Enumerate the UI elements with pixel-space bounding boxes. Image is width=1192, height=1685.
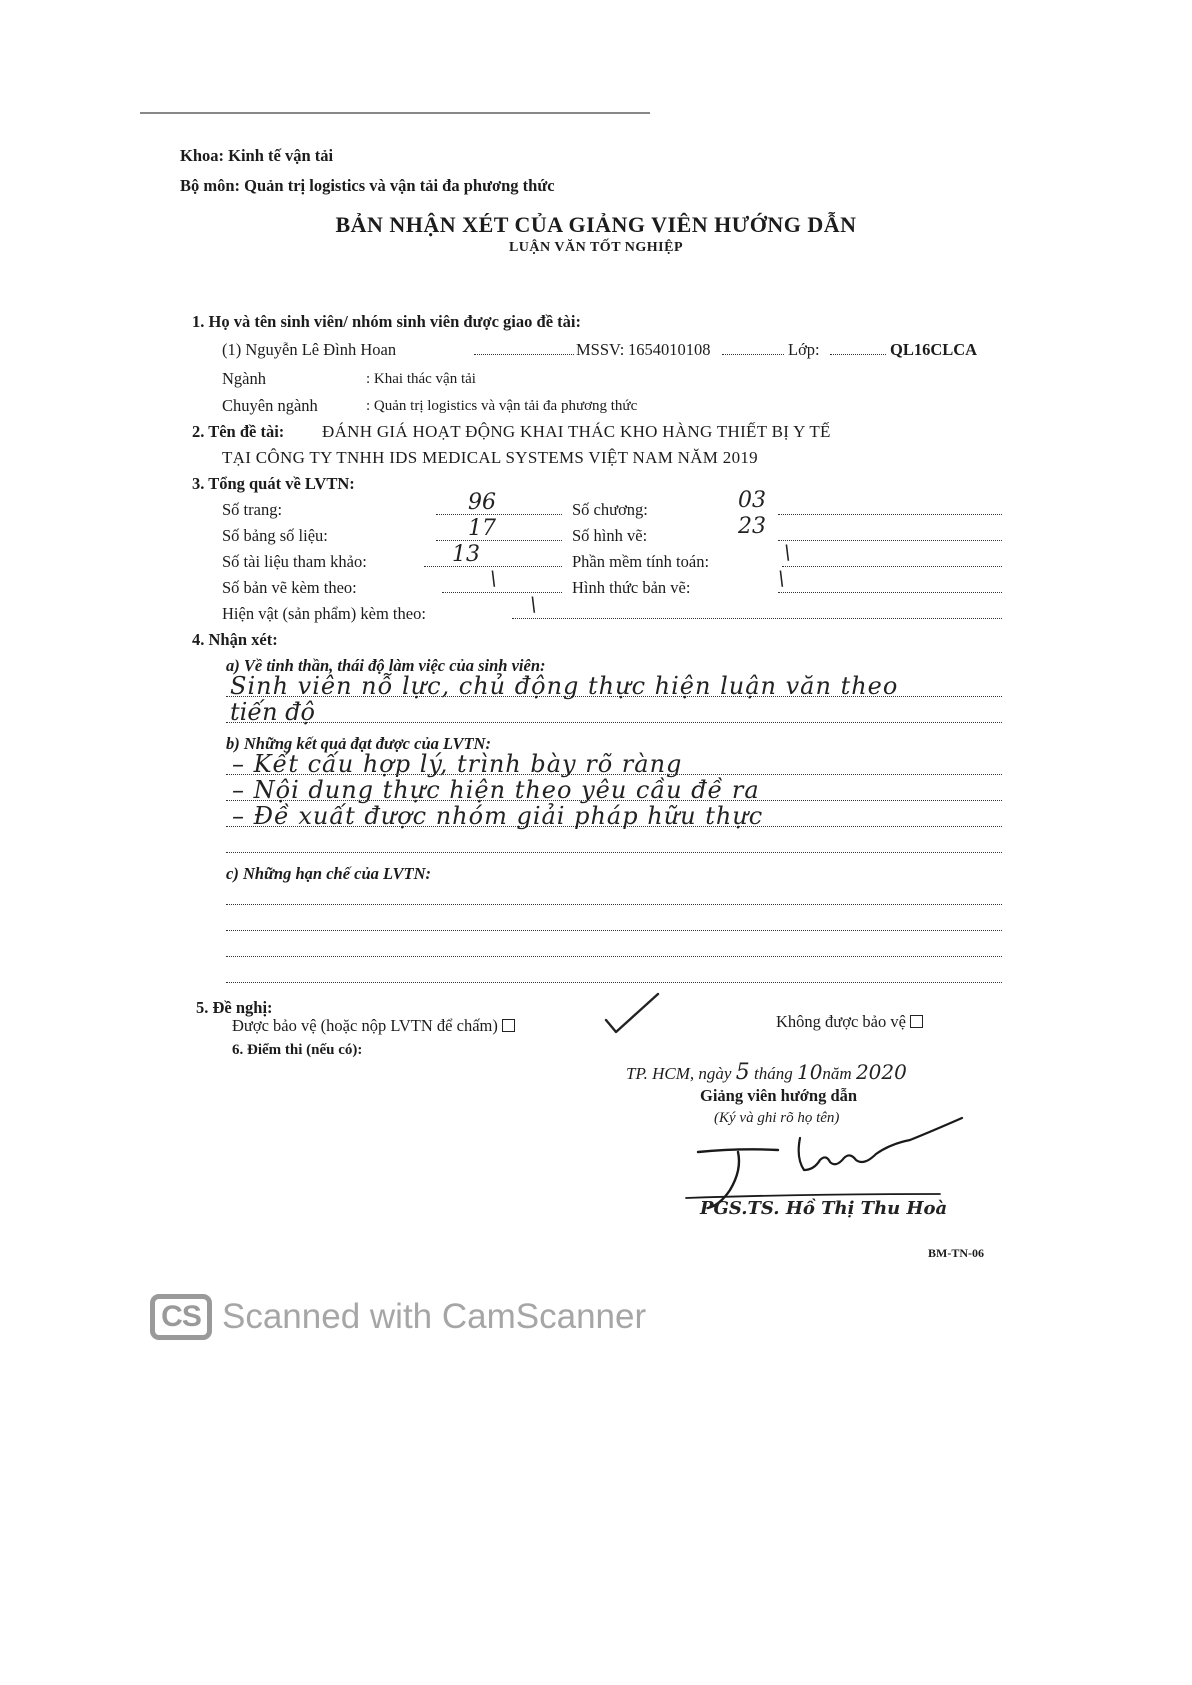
department-label: Bộ môn: Quản trị logistics và vận tải đa phương thức (180, 176, 555, 195)
references-value: 13 (452, 542, 480, 567)
section-4-heading: 4. Nhận xét: (192, 630, 278, 649)
place-date-prefix: TP. HCM, ngày (626, 1064, 732, 1083)
place-date (626, 1062, 907, 1084)
chapters-value: 03 (738, 488, 766, 513)
dotted-leader (778, 514, 1002, 515)
defense-rejected-checkbox (910, 1015, 923, 1028)
supervisor-role: Giảng viên hướng dẫn (700, 1086, 858, 1105)
limitations-label: c) Những hạn chế của LVTN: (226, 864, 431, 883)
faculty-label: Khoa: Kinh tế vận tải (180, 146, 334, 165)
thesis-title-line-2: TẠI CÔNG TY TNHH IDS MEDICAL SYSTEMS VIỆT NAM NĂM 2019 (222, 448, 758, 467)
results-comment-line-2: – Nội dung thực hiện theo yêu cầu đề ra (232, 776, 760, 804)
figures-value: 23 (738, 514, 766, 539)
software-value: \ (784, 540, 791, 564)
year-label: năm (822, 1064, 852, 1083)
dotted-leader (778, 540, 1002, 541)
dotted-leader (226, 982, 1002, 983)
defense-rejected-option (776, 1012, 923, 1032)
dotted-leader (778, 592, 1002, 593)
specialization-label: Chuyên ngành (222, 396, 318, 415)
drawings-label: Số bản vẽ kèm theo: (222, 578, 357, 597)
camscanner-watermark (150, 1294, 646, 1340)
results-comment-line-1: – Kết cấu hợp lý, trình bày rõ ràng (232, 750, 683, 778)
student-name: (1) Nguyễn Lê Đình Hoan (222, 340, 397, 359)
defense-approved-option (232, 1016, 515, 1036)
specialization-value: : Quản trị logistics và vận tải đa phương thức (366, 398, 638, 414)
supervisor-name: PGS.TS. Hồ Thị Thu Hoà (700, 1198, 948, 1219)
dotted-leader (782, 566, 1002, 567)
dotted-leader (436, 540, 562, 541)
section-3-heading: 3. Tổng quát về LVTN: (192, 474, 355, 493)
section-6-heading: 6. Điểm thi (nếu có): (232, 1042, 363, 1058)
checkmark-icon (602, 990, 662, 1036)
major-value: : Khai thác vận tải (366, 371, 476, 387)
dotted-leader (512, 618, 1002, 619)
section-2-label: 2. Tên đề tài: (192, 422, 285, 441)
defense-approved-label: Được bảo vệ (hoặc nộp LVTN để chấm) (232, 1016, 498, 1035)
major-label: Ngành (222, 369, 266, 388)
camscanner-text: Scanned with CamScanner (222, 1297, 647, 1336)
drawing-format-value: \ (778, 566, 785, 590)
drawing-format-label: Hình thức bản vẽ: (572, 578, 691, 597)
attitude-label: a) Về tinh thần, thái độ làm việc của sinh viên: (226, 656, 546, 675)
results-label: b) Những kết quả đạt được của LVTN: (226, 734, 491, 753)
camscanner-logo: CS (150, 1294, 212, 1340)
thesis-title-line-1: ĐÁNH GIÁ HOẠT ĐỘNG KHAI THÁC KHO HÀNG THIẾT BỊ Y TẾ (322, 422, 831, 441)
class-value: QL16CLCA (890, 340, 978, 359)
references-label: Số tài liệu tham khảo: (222, 552, 367, 571)
dotted-leader (226, 852, 1002, 853)
defense-approved-checkbox (502, 1019, 515, 1032)
defense-rejected-label: Không được bảo vệ (776, 1012, 906, 1031)
section-5-heading: 5. Đề nghị: (196, 998, 273, 1017)
class-label: Lớp: (788, 340, 820, 359)
month-label: tháng (753, 1064, 793, 1083)
figures-label: Số hình vẽ: (572, 526, 648, 545)
dotted-leader (226, 722, 1002, 723)
chapters-label: Số chương: (572, 500, 648, 519)
signature-instruction: (Ký và ghi rõ họ tên) (714, 1110, 840, 1126)
mssv-label: MSSV: (576, 340, 625, 359)
mssv-value: 1654010108 (628, 340, 711, 359)
dotted-leader (226, 956, 1002, 957)
dotted-leader (442, 592, 562, 593)
drawings-value: \ (490, 566, 497, 590)
software-label: Phần mềm tính toán: (572, 552, 710, 571)
artifacts-value: \ (530, 592, 537, 616)
form-code: BM-TN-06 (928, 1246, 984, 1260)
dotted-leader (436, 514, 562, 515)
page-title: BẢN NHẬN XÉT CỦA GIẢNG VIÊN HƯỚNG DẪN (335, 212, 857, 237)
dotted-leader (226, 930, 1002, 931)
tables-label: Số bảng số liệu: (222, 526, 328, 545)
attitude-comment-line-2: tiến độ (230, 698, 315, 726)
section-1-heading: 1. Họ và tên sinh viên/ nhóm sinh viên được giao đề tài: (192, 312, 581, 331)
date-day: 5 (735, 1060, 750, 1085)
date-month: 10 (796, 1060, 823, 1084)
pages-value: 96 (468, 490, 496, 515)
artifacts-label: Hiện vật (sản phẩm) kèm theo: (222, 604, 426, 623)
dotted-leader (830, 354, 886, 355)
attitude-comment-line-1: Sinh viên nỗ lực, chủ động thực hiện luận văn theo (230, 672, 899, 700)
page-subtitle: LUẬN VĂN TỐT NGHIỆP (508, 240, 684, 255)
dotted-leader (226, 904, 1002, 905)
results-comment-line-3: – Đề xuất được nhóm giải pháp hữu thực (232, 802, 764, 830)
tables-value: 17 (468, 516, 496, 541)
dotted-leader (722, 354, 784, 355)
date-year: 2020 (855, 1060, 907, 1084)
dotted-leader (474, 354, 574, 355)
pages-label: Số trang: (222, 500, 283, 519)
